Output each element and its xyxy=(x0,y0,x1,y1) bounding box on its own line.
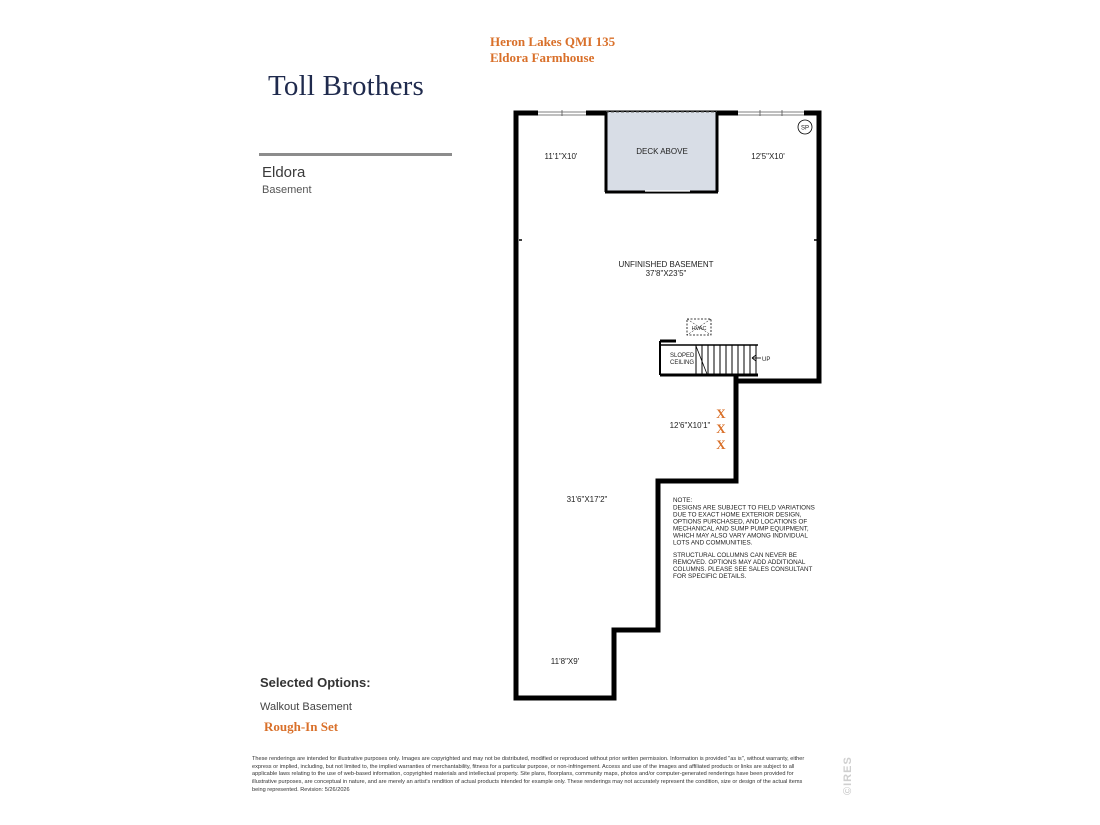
note-line: OPTIONS PURCHASED, AND LOCATIONS OF xyxy=(673,518,808,526)
community-name: Heron Lakes QMI 135 xyxy=(490,34,616,49)
note-line: COLUMNS. PLEASE SEE SALES CONSULTANT xyxy=(673,566,813,573)
x-marker: X xyxy=(716,437,726,452)
x-marker: X xyxy=(716,406,726,421)
note-line: DESIGNS ARE SUBJECT TO FIELD VARIATIONS xyxy=(673,504,815,512)
hvac-label: HVAC xyxy=(691,326,707,332)
selected-option-item: Walkout Basement xyxy=(260,701,352,713)
x-marker: X xyxy=(716,421,726,436)
unfinished-basement-label: UNFINISHED BASEMENT xyxy=(618,260,714,269)
unfinished-basement-dimension: 37'8"X23'5" xyxy=(645,269,687,278)
room-dimension-large: 31'6"X17'2" xyxy=(566,495,608,504)
plan-title: Eldora xyxy=(262,164,306,181)
ires-watermark: ©IRES xyxy=(842,756,854,795)
note-line: DUE TO EXACT HOME EXTERIOR DESIGN, xyxy=(673,511,802,519)
plan-level: Basement xyxy=(262,184,312,196)
exterior-wall xyxy=(516,113,819,698)
deck-above-label: DECK ABOVE xyxy=(636,147,688,156)
selected-option-item: Rough-In Set xyxy=(264,719,339,734)
sump-pump-label: SP xyxy=(800,125,810,132)
room-dimension-mid: 12'6"X10'1" xyxy=(669,421,711,430)
model-name: Eldora Farmhouse xyxy=(490,50,595,65)
note-line: STRUCTURAL COLUMNS CAN NEVER BE xyxy=(673,552,797,559)
sloped-ceiling-label: SLOPED xyxy=(670,353,695,359)
plan-note xyxy=(673,497,815,580)
room-dimension-bottom: 11'8"X9' xyxy=(550,657,580,666)
sloped-ceiling-label-2: CEILING xyxy=(670,360,695,366)
room-dimension-left: 11'1"X10' xyxy=(544,152,578,161)
note-line: REMOVED. OPTIONS MAY ADD ADDITIONAL xyxy=(673,559,806,566)
room-dimension-right: 12'5"X10' xyxy=(751,152,785,161)
note-line: NOTE: xyxy=(673,497,693,504)
note-line: MECHANICAL AND SUMP PUMP EQUIPMENT, xyxy=(673,525,809,533)
legal-disclaimer: These renderings are intended for illustrative purposes only. Images are copyrighted and may not be distributed, modified or reproduced without prior written permission. Information is provided "as is", without warranty, either express or implied, including, but not limited to, the implied warranties of merchantability, fitness for a particular purpose, or non-infringement. Access and use of the images and affiliated products or links are subject to all applicable laws relating to the use of web-based information, copyrighted materials and intellectual property. Site plans, floorplans, community maps, photos and/or computer-generated renderings have been provided for illustrative purposes, are conceptual in nature, and are merely an artist's rendition of actual products intended for example only. These renderings may not accurately represent the condition, size or design of the actual items being represented. Revision: 5/26/2026 xyxy=(252,756,805,793)
up-label: UP xyxy=(762,357,771,363)
note-line: LOTS AND COMMUNITIES. xyxy=(673,539,753,547)
selected-options-heading: Selected Options: xyxy=(260,675,371,690)
note-line: FOR SPECIFIC DETAILS. xyxy=(673,573,747,580)
toll-brothers-logo: Toll Brothers xyxy=(268,70,425,102)
note-line: WHICH MAY ALSO VARY AMONG INDIVIDUAL xyxy=(673,532,808,540)
